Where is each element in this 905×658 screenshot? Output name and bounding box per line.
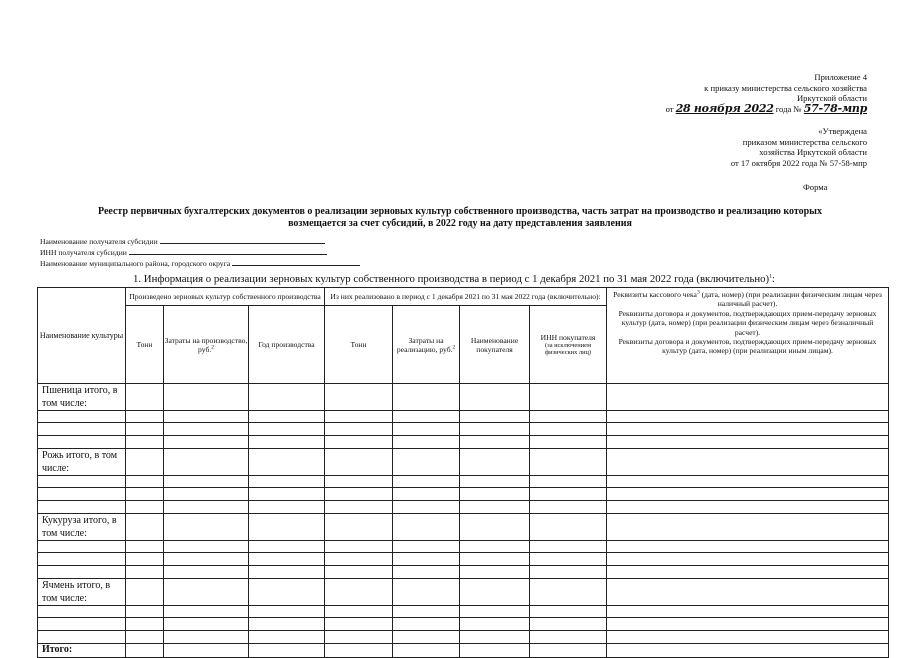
requisites-line2: Реквизиты договора и документов, подтверждающих прием-передачу зерновых культур (дата, номер) (при реализации физическим лицам через безналичный расчет). bbox=[618, 308, 877, 337]
sub-3-1-cell-3 bbox=[249, 618, 325, 631]
sub-1-2-cell-6 bbox=[460, 501, 530, 514]
group-0-cell-2 bbox=[164, 384, 249, 411]
recipient-inn-blank bbox=[129, 246, 327, 255]
sub-3-1-cell-6 bbox=[460, 618, 530, 631]
sub-2-2-cell-4 bbox=[325, 566, 393, 579]
group-3-cell-5 bbox=[393, 579, 460, 606]
appendix-date-line bbox=[547, 101, 867, 115]
sub-3-0-cell-1 bbox=[126, 606, 164, 618]
sub-row bbox=[38, 476, 889, 488]
sub-2-0-cell-3 bbox=[249, 541, 325, 553]
header-group-sold: Из них реализовано в период с 1 декабря 2021 по 31 мая 2022 года (включительно): bbox=[325, 288, 607, 306]
sub-row-crop-cell bbox=[38, 553, 126, 566]
group-3-cell-8 bbox=[607, 579, 889, 606]
sub-1-0-cell-6 bbox=[460, 476, 530, 488]
sub-1-1-cell-2 bbox=[164, 488, 249, 501]
sub-row bbox=[38, 411, 889, 423]
group-1-cell-4 bbox=[325, 449, 393, 476]
sub-row bbox=[38, 436, 889, 449]
title-line2: возмещается за счет субсидий, в 2022 году на дату представления заявления bbox=[288, 218, 632, 229]
group-3-cell-7 bbox=[530, 579, 607, 606]
sub-1-1-cell-7 bbox=[530, 488, 607, 501]
sub-0-1-cell-6 bbox=[460, 423, 530, 436]
sub-3-1-cell-2 bbox=[164, 618, 249, 631]
municipality-label: Наименование муниципального района, городского округа bbox=[40, 259, 231, 268]
group-1-cell-2 bbox=[164, 449, 249, 476]
total-cell-6 bbox=[460, 644, 530, 658]
group-0-cell-8 bbox=[607, 384, 889, 411]
sub-row-crop-cell bbox=[38, 423, 126, 436]
total-cell-2 bbox=[164, 644, 249, 658]
sub-1-1-cell-8 bbox=[607, 488, 889, 501]
sub-0-1-cell-5 bbox=[393, 423, 460, 436]
recipient-name-label: Наименование получателя субсидии bbox=[40, 237, 158, 246]
sub-2-0-cell-8 bbox=[607, 541, 889, 553]
sub-row-crop-cell bbox=[38, 566, 126, 579]
group-0-cell-4 bbox=[325, 384, 393, 411]
sub-3-1-cell-4 bbox=[325, 618, 393, 631]
sub-1-1-cell-6 bbox=[460, 488, 530, 501]
sub-2-0-cell-2 bbox=[164, 541, 249, 553]
group-2-cell-1 bbox=[126, 514, 164, 541]
sub-3-0-cell-2 bbox=[164, 606, 249, 618]
header-inn bbox=[530, 306, 607, 384]
header-tons: Тонн bbox=[126, 306, 164, 384]
sub-row-crop-cell bbox=[38, 476, 126, 488]
group-3-cell-6 bbox=[460, 579, 530, 606]
sub-0-1-cell-8 bbox=[607, 423, 889, 436]
group-2-cell-5 bbox=[393, 514, 460, 541]
sub-3-2-cell-3 bbox=[249, 631, 325, 644]
sub-row-crop-cell bbox=[38, 606, 126, 618]
group-row bbox=[38, 384, 889, 411]
sub-0-2-cell-8 bbox=[607, 436, 889, 449]
total-cell-7 bbox=[530, 644, 607, 658]
group-0-cell-3 bbox=[249, 384, 325, 411]
title-line1: Реестр первичных бухгалтерских документов о реализации зерновых культур собственного производства, часть затрат на производство и реализацию которых bbox=[98, 206, 822, 217]
sub-1-0-cell-4 bbox=[325, 476, 393, 488]
sub-row-crop-cell bbox=[38, 631, 126, 644]
sub-row bbox=[38, 618, 889, 631]
group-row bbox=[38, 579, 889, 606]
sub-3-1-cell-1 bbox=[126, 618, 164, 631]
group-0-cell-1 bbox=[126, 384, 164, 411]
sub-1-1-cell-3 bbox=[249, 488, 325, 501]
sub-0-2-cell-2 bbox=[164, 436, 249, 449]
group-0-cell-6 bbox=[460, 384, 530, 411]
requisites-line3: Реквизиты договора и документов, подтверждающих прием-передачу зерновых культур (дата, номер) (при реализации иным лицам). bbox=[618, 337, 877, 356]
group-3-cell-2 bbox=[164, 579, 249, 606]
appendix-block bbox=[547, 72, 867, 114]
municipality-row bbox=[40, 257, 440, 268]
sub-0-1-cell-3 bbox=[249, 423, 325, 436]
group-1-cell-8 bbox=[607, 449, 889, 476]
group-2-cell-3 bbox=[249, 514, 325, 541]
approved-line1: «Утверждена bbox=[818, 126, 867, 136]
sub-0-0-cell-5 bbox=[393, 411, 460, 423]
sub-0-1-cell-4 bbox=[325, 423, 393, 436]
municipality-blank bbox=[232, 257, 360, 266]
sub-3-2-cell-2 bbox=[164, 631, 249, 644]
sub-row bbox=[38, 566, 889, 579]
sub-2-0-cell-1 bbox=[126, 541, 164, 553]
sub-row bbox=[38, 501, 889, 514]
header-requisites bbox=[607, 288, 889, 384]
header-sold-cost-note: 2 bbox=[452, 343, 456, 350]
sub-1-0-cell-2 bbox=[164, 476, 249, 488]
group-row bbox=[38, 449, 889, 476]
header-sold-cost bbox=[393, 306, 460, 384]
approved-line2: приказом министерства сельского bbox=[742, 136, 867, 147]
group-1-cell-6 bbox=[460, 449, 530, 476]
sub-2-2-cell-7 bbox=[530, 566, 607, 579]
appendix-line1: Приложение 4 bbox=[814, 72, 867, 82]
appendix-year-label: года № bbox=[775, 103, 802, 114]
total-cell-8 bbox=[607, 644, 889, 658]
header-cost bbox=[164, 306, 249, 384]
sub-row-crop-cell bbox=[38, 488, 126, 501]
sub-2-0-cell-4 bbox=[325, 541, 393, 553]
group-1-cell-3 bbox=[249, 449, 325, 476]
sub-row bbox=[38, 606, 889, 618]
sub-0-0-cell-3 bbox=[249, 411, 325, 423]
sub-2-1-cell-5 bbox=[393, 553, 460, 566]
crop-group-label: Рожь итого, в том числе: bbox=[38, 449, 126, 476]
sub-0-2-cell-7 bbox=[530, 436, 607, 449]
approved-block bbox=[607, 126, 867, 168]
appendix-date-handwritten: 28 ноября 2022 bbox=[675, 101, 774, 115]
crop-group-label: Кукуруза итого, в том числе: bbox=[38, 514, 126, 541]
sub-3-2-cell-4 bbox=[325, 631, 393, 644]
sub-3-0-cell-4 bbox=[325, 606, 393, 618]
sub-row-crop-cell bbox=[38, 411, 126, 423]
sub-row bbox=[38, 488, 889, 501]
total-cell-4 bbox=[325, 644, 393, 658]
sub-1-2-cell-2 bbox=[164, 501, 249, 514]
sub-2-1-cell-4 bbox=[325, 553, 393, 566]
sub-row-crop-cell bbox=[38, 436, 126, 449]
total-cell-3 bbox=[249, 644, 325, 658]
sub-1-0-cell-5 bbox=[393, 476, 460, 488]
requisites-receipt-note: 3 bbox=[696, 289, 700, 296]
sub-3-0-cell-6 bbox=[460, 606, 530, 618]
sub-3-2-cell-6 bbox=[460, 631, 530, 644]
sub-1-1-cell-5 bbox=[393, 488, 460, 501]
appendix-line3: Иркутской области bbox=[796, 93, 867, 104]
sub-row bbox=[38, 631, 889, 644]
header-inn-label: ИНН покупателя bbox=[540, 332, 596, 342]
sub-0-1-cell-1 bbox=[126, 423, 164, 436]
group-2-cell-8 bbox=[607, 514, 889, 541]
sub-row bbox=[38, 553, 889, 566]
total-row bbox=[38, 644, 889, 658]
sub-1-1-cell-1 bbox=[126, 488, 164, 501]
sub-3-2-cell-1 bbox=[126, 631, 164, 644]
sub-3-0-cell-7 bbox=[530, 606, 607, 618]
group-2-cell-4 bbox=[325, 514, 393, 541]
sub-0-2-cell-6 bbox=[460, 436, 530, 449]
sub-row-crop-cell bbox=[38, 541, 126, 553]
header-year: Год производства bbox=[249, 306, 325, 384]
section-heading-suffix: : bbox=[771, 273, 775, 285]
total-cell-5 bbox=[393, 644, 460, 658]
sub-1-0-cell-7 bbox=[530, 476, 607, 488]
group-1-cell-5 bbox=[393, 449, 460, 476]
sub-2-2-cell-8 bbox=[607, 566, 889, 579]
total-label: Итого: bbox=[38, 644, 126, 658]
sub-0-0-cell-1 bbox=[126, 411, 164, 423]
header-sold-cost-label: Затраты на реализацию, руб. bbox=[396, 335, 453, 354]
sub-1-2-cell-1 bbox=[126, 501, 164, 514]
sub-0-1-cell-2 bbox=[164, 423, 249, 436]
group-2-cell-2 bbox=[164, 514, 249, 541]
header-sold-tons: Тонн bbox=[325, 306, 393, 384]
header-cost-note: 2 bbox=[211, 343, 214, 350]
sub-1-2-cell-3 bbox=[249, 501, 325, 514]
sub-row-crop-cell bbox=[38, 501, 126, 514]
crop-group-label: Ячмень итого, в том числе: bbox=[38, 579, 126, 606]
sub-2-2-cell-2 bbox=[164, 566, 249, 579]
sub-0-0-cell-6 bbox=[460, 411, 530, 423]
sub-3-1-cell-7 bbox=[530, 618, 607, 631]
group-2-cell-6 bbox=[460, 514, 530, 541]
sub-0-2-cell-1 bbox=[126, 436, 164, 449]
sub-0-0-cell-8 bbox=[607, 411, 889, 423]
sub-2-1-cell-3 bbox=[249, 553, 325, 566]
appendix-from: от bbox=[665, 103, 674, 114]
sub-2-0-cell-5 bbox=[393, 541, 460, 553]
sub-row bbox=[38, 541, 889, 553]
sub-2-0-cell-7 bbox=[530, 541, 607, 553]
group-1-cell-1 bbox=[126, 449, 164, 476]
sub-2-2-cell-3 bbox=[249, 566, 325, 579]
group-3-cell-4 bbox=[325, 579, 393, 606]
header-group-produced: Произведено зерновых культур собственного производства bbox=[126, 288, 325, 306]
sub-1-0-cell-3 bbox=[249, 476, 325, 488]
section-footnote: 1 bbox=[769, 273, 772, 280]
sub-0-0-cell-2 bbox=[164, 411, 249, 423]
group-3-cell-1 bbox=[126, 579, 164, 606]
sub-3-2-cell-8 bbox=[607, 631, 889, 644]
approved-line4: от 17 октября 2022 года № 57-58-мпр bbox=[730, 157, 867, 168]
total-cell-1 bbox=[126, 644, 164, 658]
sub-1-2-cell-5 bbox=[393, 501, 460, 514]
sub-0-2-cell-3 bbox=[249, 436, 325, 449]
recipient-inn-label: ИНН получателя субсидии bbox=[40, 248, 127, 257]
sub-2-1-cell-2 bbox=[164, 553, 249, 566]
sub-2-1-cell-8 bbox=[607, 553, 889, 566]
register-table bbox=[37, 287, 889, 658]
sub-1-1-cell-4 bbox=[325, 488, 393, 501]
sub-2-2-cell-6 bbox=[460, 566, 530, 579]
sub-3-1-cell-8 bbox=[607, 618, 889, 631]
sub-2-2-cell-5 bbox=[393, 566, 460, 579]
sub-3-1-cell-5 bbox=[393, 618, 460, 631]
sub-2-1-cell-6 bbox=[460, 553, 530, 566]
group-3-cell-3 bbox=[249, 579, 325, 606]
header-inn-sub: (за исключением физических лиц) bbox=[545, 341, 592, 356]
sub-0-1-cell-7 bbox=[530, 423, 607, 436]
recipient-name-blank bbox=[160, 235, 325, 244]
approved-line3: хозяйства Иркутской области bbox=[759, 147, 867, 158]
sub-3-0-cell-3 bbox=[249, 606, 325, 618]
sub-3-0-cell-5 bbox=[393, 606, 460, 618]
section-heading-text: 1. Информация о реализации зерновых культур собственного производства в период с 1 декабря 2021 по 31 мая 2022 года (включительно) bbox=[133, 273, 770, 285]
group-0-cell-5 bbox=[393, 384, 460, 411]
sub-0-2-cell-4 bbox=[325, 436, 393, 449]
sub-1-0-cell-8 bbox=[607, 476, 889, 488]
header-crop: Наименование культуры bbox=[38, 288, 126, 384]
sub-2-1-cell-7 bbox=[530, 553, 607, 566]
recipient-name-row bbox=[40, 235, 440, 246]
group-1-cell-7 bbox=[530, 449, 607, 476]
group-2-cell-7 bbox=[530, 514, 607, 541]
sub-1-2-cell-7 bbox=[530, 501, 607, 514]
requisites-receipt-detail: (дата, номер) (при реализации физическим лицам через наличный расчет). bbox=[699, 290, 882, 309]
recipient-inn-row bbox=[40, 246, 440, 257]
sub-1-2-cell-4 bbox=[325, 501, 393, 514]
header-buyer: Наименование покупателя bbox=[460, 306, 530, 384]
group-0-cell-7 bbox=[530, 384, 607, 411]
sub-0-0-cell-7 bbox=[530, 411, 607, 423]
recipient-fields bbox=[40, 235, 440, 268]
sub-3-0-cell-8 bbox=[607, 606, 889, 618]
sub-3-2-cell-7 bbox=[530, 631, 607, 644]
sub-row bbox=[38, 423, 889, 436]
sub-2-0-cell-6 bbox=[460, 541, 530, 553]
group-row bbox=[38, 514, 889, 541]
crop-group-label: Пшеница итого, в том числе: bbox=[38, 384, 126, 411]
form-label: Форма bbox=[803, 182, 828, 192]
section-heading bbox=[133, 273, 775, 285]
register-body bbox=[38, 384, 889, 658]
sub-2-1-cell-1 bbox=[126, 553, 164, 566]
appendix-number-handwritten: 57-78-мпр bbox=[803, 101, 867, 115]
sub-1-0-cell-1 bbox=[126, 476, 164, 488]
sub-row-crop-cell bbox=[38, 618, 126, 631]
sub-0-0-cell-4 bbox=[325, 411, 393, 423]
document-title bbox=[40, 206, 880, 230]
sub-0-2-cell-5 bbox=[393, 436, 460, 449]
sub-1-2-cell-8 bbox=[607, 501, 889, 514]
sub-3-2-cell-5 bbox=[393, 631, 460, 644]
sub-2-2-cell-1 bbox=[126, 566, 164, 579]
requisites-line1 bbox=[610, 290, 885, 309]
header-cost-label: Затраты на производство, руб. bbox=[164, 335, 248, 354]
requisites-receipt-label: Реквизиты кассового чека bbox=[613, 290, 697, 299]
appendix-line2: к приказу министерства сельского хозяйства bbox=[704, 82, 867, 93]
